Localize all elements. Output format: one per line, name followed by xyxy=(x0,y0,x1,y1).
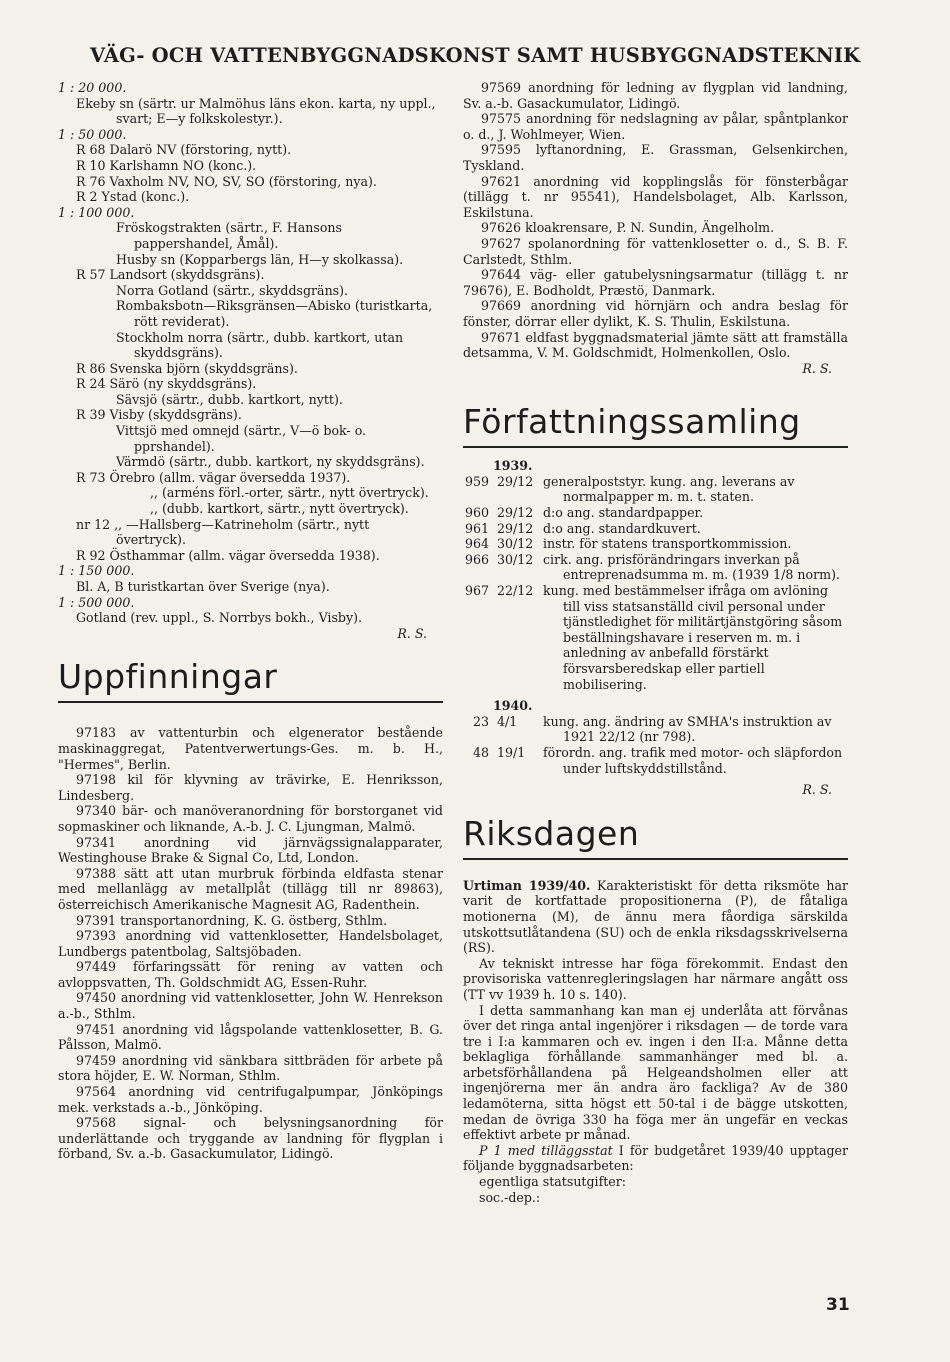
statute-number: 48 xyxy=(472,744,489,760)
invention-entry: 97393 anordning vid vattenklosetter, Handelsbolaget, Lundbergs patentbolag, Saltsjöbaden. xyxy=(58,928,443,959)
statute-text: d:o ang. standardkuvert. xyxy=(543,520,701,536)
invention-entry: 97569 anordning för ledning av flygplan vid landning, Sv. a.-b. Gasackumulator, Lidingö. xyxy=(463,80,848,111)
riksdagen-paragraph-4 xyxy=(463,1143,848,1174)
map-entry: R 76 Vaxholm NV, NO, SV, SO (förstoring, nya). xyxy=(76,173,377,189)
left-column xyxy=(58,80,443,1162)
statute-number: 967 xyxy=(464,583,489,599)
invention-entry: 97451 anordning vid lågspolande vattenklosetter, B. G. Pålsson, Malmö. xyxy=(58,1021,443,1053)
statutes-signature: R. S. xyxy=(802,782,832,798)
maps-list xyxy=(58,80,443,626)
statute-row xyxy=(463,474,848,505)
statute-date: 19/1 xyxy=(497,744,526,760)
map-entry: R 73 Örebro (allm. vägar översedda 1937). xyxy=(76,469,351,485)
statute-row xyxy=(463,583,848,692)
invention-entry: 97626 kloakrensare, P. N. Sundin, Ängelholm. xyxy=(481,220,775,236)
statute-text: d:o ang. standardpapper. xyxy=(543,505,704,521)
invention-entry: 97575 anordning för nedslagning av pålar, spåntplankor o. d., J. Wohlmeyer, Wien. xyxy=(463,111,848,142)
statute-text: instr. för statens transportkommission. xyxy=(543,536,792,552)
statute-number: 960 xyxy=(464,505,489,521)
running-header: VÄG- OCH VATTENBYGGNADSKONST SAMT HUSBYGGNADSTEKNIK xyxy=(90,44,861,67)
map-entry: Gotland (rev. uppl., S. Norrbys bokh., Visby). xyxy=(76,610,363,626)
statute-row xyxy=(463,552,848,583)
statute-number: 23 xyxy=(472,713,489,729)
map-entry: Husby sn (Kopparbergs län, H—y skolkassa). xyxy=(116,251,404,267)
invention-entry: 97671 eldfast byggnadsmaterial jämte sätt att framställa detsamma, V. M. Goldschmidt, Holmenkollen, Oslo. xyxy=(463,329,848,361)
invention-entry: 97183 av vattenturbin och elgenerator bestående maskinaggregat, Patentverwertungs-Ges. m. b. H., "Hermes", Berlin. xyxy=(58,725,443,772)
statute-date: 29/12 xyxy=(497,505,534,521)
riksdagen-p1: Karakteristiskt för detta riksmöte har varit de kortfattade propositionerna (P), de fåtaliga motionerna (M), de ännu mera fåordiga särskilda utskottsutlåtandena (SU) och de enkla riksdagsskrivelserna (RS). xyxy=(463,877,848,956)
riksdagen-l2: soc.-dep.: xyxy=(479,1189,541,1205)
map-scale: 1 : 50 000. xyxy=(58,126,127,142)
statute-text: generalpoststyr. kung. ang. leverans av normalpapper m. m. t. staten. xyxy=(543,473,795,505)
invention-entry: 97644 väg- eller gatubelysningsarmatur (tillägg t. nr 79676), E. Bodholdt, Præstö, Danmark. xyxy=(463,267,848,298)
map-scale: 1 : 20 000. xyxy=(58,80,127,95)
riksdagen-paragraph xyxy=(463,878,848,956)
map-entry: R 68 Dalarö NV (förstoring, nytt). xyxy=(76,142,292,158)
right-column xyxy=(463,80,848,1205)
statute-number: 964 xyxy=(464,536,489,552)
statute-date: 4/1 xyxy=(497,713,518,729)
invention-entry: 97391 transportanordning, K. G. östberg, Sthlm. xyxy=(76,912,388,928)
map-entry: R 92 Östhammar (allm. vägar översedda 1938). xyxy=(76,547,380,563)
map-entry: Bl. A, B turistkartan över Sverige (nya). xyxy=(76,579,330,594)
statute-date: 30/12 xyxy=(497,551,534,567)
map-entry: Vittsjö med omnejd (särtr., V—ö bok- o. pprshandel). xyxy=(116,423,367,454)
section-title-forfattningssamling: Författningssamling xyxy=(463,402,801,442)
statute-date: 30/12 xyxy=(497,536,534,552)
map-entry: R 86 Svenska björn (skyddsgräns). xyxy=(76,360,298,376)
riksdagen-p2: Av tekniskt intresse har föga förekommit. Endast den provisoriska vattenregleringslagen har närmare angått oss (TT vv 1939 h. 10 s. 140). xyxy=(463,955,848,1002)
statute-date: 29/12 xyxy=(497,520,534,536)
statute-row xyxy=(463,745,848,776)
statute-row xyxy=(463,536,848,552)
invention-entry: 97621 anordning vid kopplingslås för fönsterbågar (tillägg t. nr 95541), Handelsbolaget, Alb. Karlsson, Eskilstuna. xyxy=(463,173,848,220)
inventions-list-left xyxy=(58,725,443,1162)
map-entry: ,, (dubb. kartkort, särtr., nytt övertryck). xyxy=(150,501,409,517)
map-scale: 1 : 150 000. xyxy=(58,563,135,579)
invention-entry: 97449 förfaringssätt för rening av vatten och avloppsvatten, Th. Goldschmidt AG, Essen-Ruhr. xyxy=(58,959,443,990)
statute-text: kung. ang. ändring av SMHA's instruktion av 1921 22/12 (nr 798). xyxy=(543,713,832,745)
statute-number: 966 xyxy=(464,551,489,567)
map-entry: R 2 Ystad (konc.). xyxy=(76,189,190,205)
invention-entry: 97595 lyftanordning, E. Grassman, Gelsenkirchen, Tyskland. xyxy=(463,142,848,173)
statute-row xyxy=(463,714,848,745)
year-1940: 1940. xyxy=(493,698,533,714)
statute-date: 29/12 xyxy=(497,473,534,489)
statute-number: 961 xyxy=(464,520,489,536)
map-entry: R 39 Visby (skyddsgräns). xyxy=(76,407,242,423)
map-entry: Ekeby sn (särtr. ur Malmöhus läns ekon. karta, ny uppl., svart; E—y folkskolestyr.). xyxy=(76,95,436,127)
inventions-list-right xyxy=(463,80,848,361)
invention-entry: 97388 sätt att utan murbruk förbinda eldfasta stenar med mellanlägg av metallplåt (tillägg till nr 89863), österreichisch Amerikanische Magnesit AG, Radenthein. xyxy=(58,865,443,912)
invention-entry: 97568 signal- och belysningsanordning för underlättande och tryggande av landning för flygplan i förband, Sv. a.-b. Gasackumulator, Lidingö. xyxy=(58,1115,443,1162)
statutes-1939 xyxy=(463,474,848,692)
riksdagen-p4-lead: P 1 med tilläggsstat xyxy=(479,1142,613,1158)
statute-text: förordn. ang. trafik med motor- och släpfordon under luftskyddstillstånd. xyxy=(543,744,843,776)
invention-entry: 97669 anordning vid hörnjärn och andra beslag för fönster, dörrar eller dylikt, K. S. Thulin, Eskilstuna. xyxy=(463,298,848,329)
section-title-riksdagen: Riksdagen xyxy=(463,813,640,853)
statute-date: 22/12 xyxy=(497,583,534,599)
page-number: 31 xyxy=(826,1295,850,1315)
invention-entry: 97340 bär- och manöveranordning för borstorganet vid sopmaskiner och liknande, A.-b. J. C. Ljungman, Malmö. xyxy=(58,803,443,834)
map-entry: Rombaksbotn—Riksgränsen—Abisko (turistkarta, rött reviderat). xyxy=(116,298,433,329)
map-entry: Fröskogstrakten (särtr., F. Hansons pappershandel, Åmål). xyxy=(116,220,343,251)
statute-row xyxy=(463,521,848,537)
year-1939: 1939. xyxy=(493,458,533,474)
section-title-uppfinningar: Uppfinningar xyxy=(58,657,278,697)
invention-entry: 97450 anordning vid vattenklosetter, John W. Henrekson a.-b., Sthlm. xyxy=(58,990,443,1022)
map-entry: Norra Gotland (särtr., skyddsgräns). xyxy=(116,282,349,298)
map-scale: 1 : 100 000. xyxy=(58,204,135,220)
map-entry: nr 12 ,, —Hallsberg—Katrineholm (särtr., nytt övertryck). xyxy=(76,516,370,548)
statute-text: kung. med bestämmelser ifråga om avlöning till viss statsanställd civil personal under tjänstledighet för militärtjänstgöring såsom beställningshavare i reserven m. m. i anledning av anbefalld förstärkt försvarsberedskap eller partiell mobilisering. xyxy=(543,583,843,692)
statutes-1940 xyxy=(463,714,848,776)
maps-signature: R. S. xyxy=(397,625,427,641)
map-scale: 1 : 500 000. xyxy=(58,594,135,610)
map-entry: R 24 Särö (ny skyddsgräns). xyxy=(76,376,257,392)
map-entry: Värmdö (särtr., dubb. kartkort, ny skyddsgräns). xyxy=(116,454,425,470)
riksdagen-p3: I detta sammanhang kan man ej underlåta att förvånas över det ringa antal ingenjörer i riksdagen — de torde vara tre i I:a kammaren och ev. ingen i den II:a. Månne detta beklagliga förhållande sammanhänger med bl. a. arbetsförhållandena på Helgeandsholmen eller att ingenjörerna mer än andra äro fackliga? Av de 380 ledamöterna, sitta högst ett 50-tal i de bägge utskotten, medan de övriga 330 ha föga mer än ungefär en veckas effektivt arbete pr månad. xyxy=(463,1002,848,1143)
invention-entry: 97341 anordning vid järnvägssignalapparater, Westinghouse Brake & Signal Co, Ltd, London. xyxy=(58,834,443,866)
riksdagen-lead: Urtiman 1939/40. xyxy=(463,877,591,893)
invention-entry: 97198 kil för klyvning av trävirke, E. Henriksson, Lindesberg. xyxy=(58,772,443,803)
map-entry: R 10 Karlshamn NO (konc.). xyxy=(76,157,257,173)
invention-entry: 97564 anordning vid centrifugalpumpar, Jönköpings mek. verkstads a.-b., Jönköping. xyxy=(58,1084,443,1115)
statute-text: cirk. ang. prisförändringars inverkan på entreprenadsumma m. m. (1939 1/8 norm). xyxy=(543,551,840,583)
map-entry: Sävsjö (särtr., dubb. kartkort, nytt). xyxy=(116,391,343,407)
statute-row xyxy=(463,505,848,521)
statute-number: 959 xyxy=(464,473,489,489)
invention-entry: 97459 anordning vid sänkbara sittbräden för arbete på stora höjder, E. W. Norman, Sthlm. xyxy=(58,1052,443,1084)
riksdagen-l1: egentliga statsutgifter: xyxy=(479,1174,627,1190)
map-entry: Stockholm norra (särtr., dubb. kartkort, utan skyddsgräns). xyxy=(116,329,404,361)
inventions-signature: R. S. xyxy=(802,360,832,376)
invention-entry: 97627 spolanordning för vattenklosetter o. d., S. B. F. Carlstedt, Sthlm. xyxy=(463,235,848,267)
map-entry: ,, (arméns förl.-orter, särtr., nytt övertryck). xyxy=(150,485,429,501)
riksdagen-p4: I för budgetåret 1939/40 upptager följande byggnadsarbeten: xyxy=(463,1142,848,1174)
map-entry: R 57 Landsort (skyddsgräns). xyxy=(76,267,265,283)
